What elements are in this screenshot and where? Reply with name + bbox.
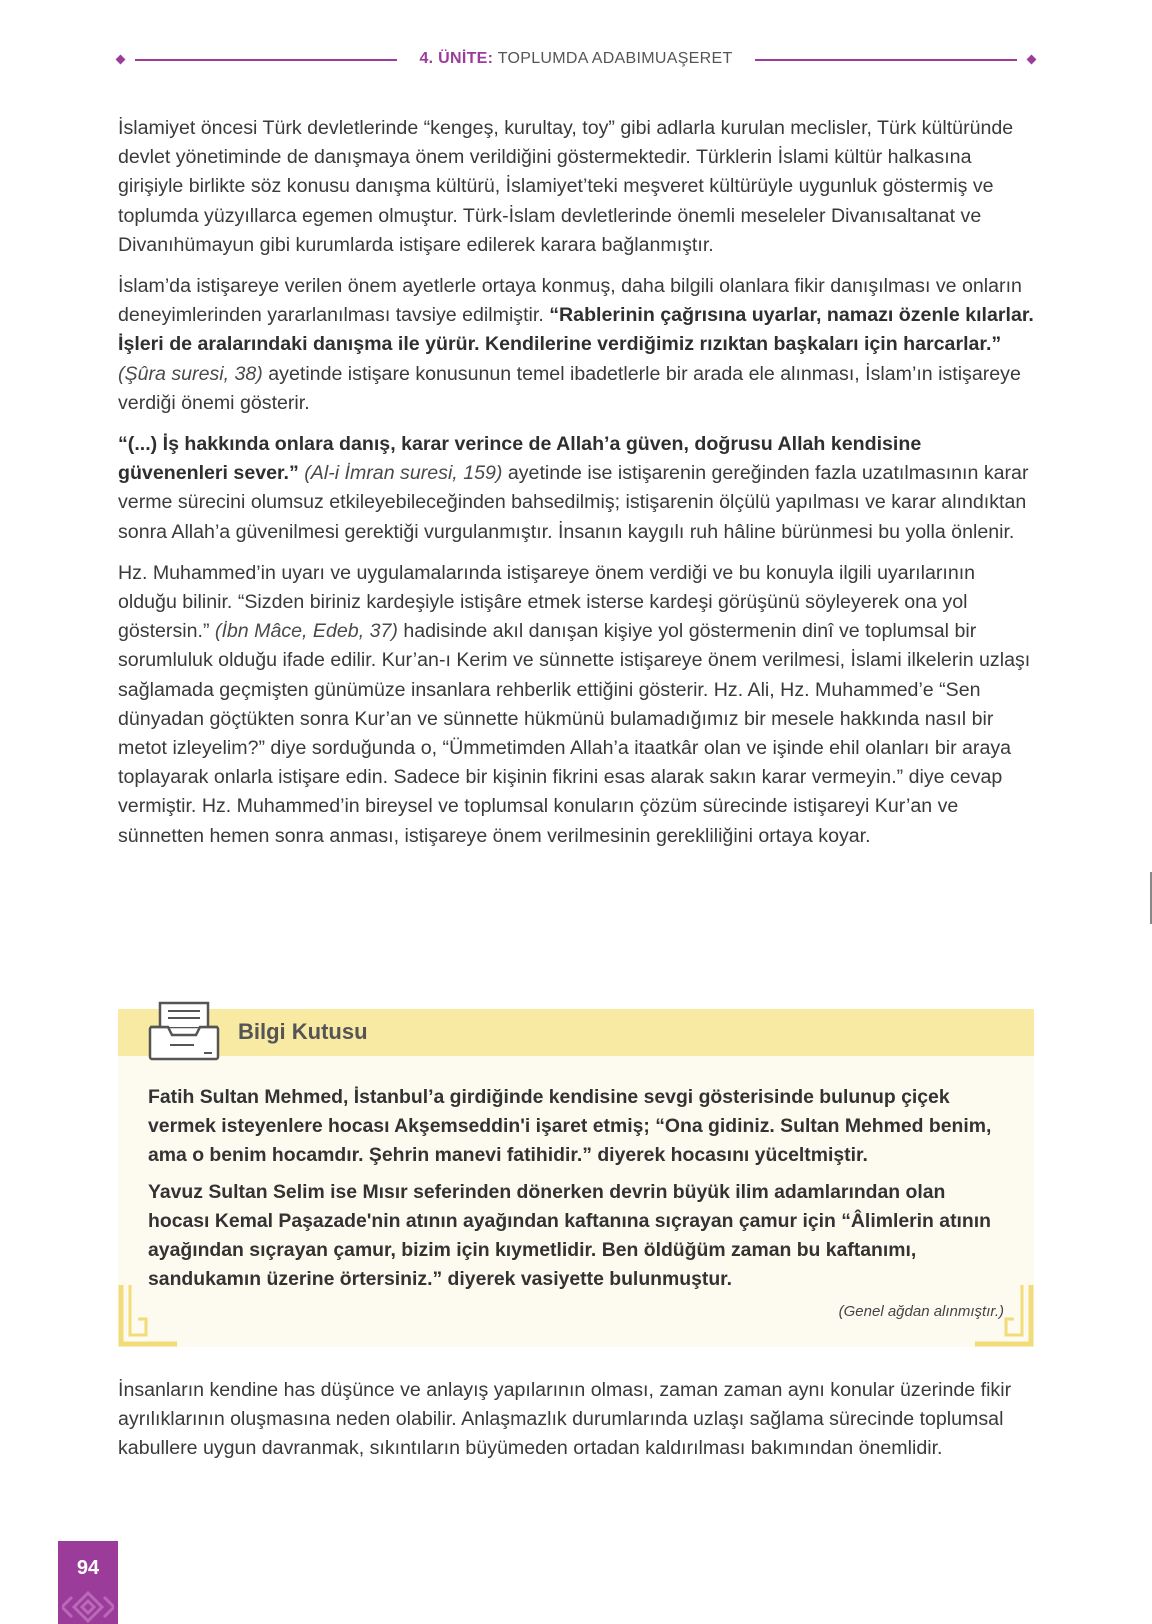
info-paragraph-1: Fatih Sultan Mehmed, İstanbul’a girdiğinde kendisine sevgi gösterisinde bulunup çiçek vermek isteyenlere hocası Akşemseddin'i işaret etmiş; “Ona gidiniz. Sultan Mehmed benim, ama o benim hocamdır. Şehrin manevi fatihidir.” diyerek hocasını yüceltmiştir. xyxy=(148,1086,992,1166)
hadis-reference: (İbn Mâce, Edeb, 37) xyxy=(214,620,398,643)
ayet-reference: (Al-i İmran suresi, 159) xyxy=(298,462,503,485)
corner-ornament-icon xyxy=(972,1285,1034,1347)
unit-label: 4. ÜNİTE: xyxy=(419,50,494,67)
ayet-reference: (Şûra suresi, 38) xyxy=(118,362,263,385)
paragraph-3-tail: ayetinde ise istişarenin gereğinden fazla uzatılmasının karar verme sürecini olumsuz etkileyebileceğinden bahsedilmiş; istişarenin ölçülü yapılması ve karar alındıktan sonra Allah’a güvenilmesi gerektiği vurgulanmıştır. İnsanın kaygılı ruh hâline bürünmesi bu yolla önlenir. xyxy=(118,462,1029,543)
paragraph-5: İnsanların kendine has düşünce ve anlayış yapılarının olması, zaman zaman aynı konular üzerinde fikir ayrılıklarının oluşmasına neden olabilir. Anlaşmazlık durumlarında uzlaşı sağlama sürecinde toplumsal kabullere uygun davranmak, sıkıntıların büyümeden ortadan kaldırılması bakımından önemlidir. xyxy=(118,1379,1012,1460)
info-paragraph-2: Yavuz Sultan Selim ise Mısır seferinden dönerken devrin büyük ilim adamlarından olan hocası Kemal Paşazade'nin atının ayağından kaftanına sıçrayan çamur için “Âlimlerin atının ayağından sıçrayan çamur, bizim için kıymetlidir. Ben öldüğüm zaman bu kaftanımı, sandukamın üzerine örtersiniz.” diyerek vasiyette bulunmuştur. xyxy=(148,1181,991,1290)
paragraph-2-tail: ayetinde istişare konusunun temel ibadetlerle bir arada ele alınması, İslam’ın istişareye verdiği önemi gösterir. xyxy=(118,362,1021,414)
inbox-tray-icon xyxy=(146,999,222,1063)
paragraph-1: İslamiyet öncesi Türk devletlerinde “kengeş, kurultay, toy” gibi adlarla kurulan meclisler, Türk kültüründe devlet yönetiminde de danışmaya önem verildiğini göstermektedir. Türklerin İslami kültür halkasına girişiyle birlikte söz konusu danışma kültürü, İslamiyet’teki meşveret kültürüyle uygunluk göstermiş ve toplumda yüzyıllarca egemen olmuştur. Türk-İslam devletlerinde önemli meseleler Divanısaltanat ve Divanıhümayun gibi kurumlarda istişare edilerek karara bağlanmıştır. xyxy=(118,117,1014,256)
ornament-icon xyxy=(62,1589,114,1624)
page-number: 94 xyxy=(76,1557,100,1579)
unit-title: TOPLUMDA ADABIMUAŞERET xyxy=(497,50,733,67)
paragraph-3 xyxy=(118,430,1036,547)
closing-text xyxy=(118,1376,1036,1476)
corner-ornament-icon xyxy=(118,1285,180,1347)
paragraph-2-text: İslam’da istişareye verilen önem ayetlerle ortaya konmuş, daha bilgili olanlara fikir danışılması ve onların deneyimlerinden yararlanılması tavsiye edilmiştir. xyxy=(118,275,1022,327)
ayet-quote: “Rablerinin çağrısına uyarlar, namazı özenle kılarlar. İşleri de aralarındaki danışma ile yürür. Kendilerine verdiğimiz rızıktan başkaları için harcarlar.” xyxy=(118,304,1034,356)
info-box-content xyxy=(148,1083,994,1302)
main-text xyxy=(118,114,1036,863)
paragraph-4-text: Hz. Muhammed’in uyarı ve uygulamalarında istişareye önem verdiği ve bu konuyla ilgili uyarılarının olduğu bilinir. “Sizden biriniz kardeşiyle istişâre etmek isterse kardeşi görüşünü söyleyerek ona yol göstersin.” xyxy=(118,561,976,643)
page-header xyxy=(117,50,1035,72)
paragraph-4-tail: hadisinde akıl danışan kişiye yol göstermenin dinî ve toplumsal bir sorumluluk olduğu ifade edilir. Kur’an-ı Kerim ve sünnette istişareye önem verilmesi, İslami ilkelerin uzlaşı sağlamada geçmişten günümüze insanlara rehberlik ettiğini gösterir. Hz. Ali, Hz. Muhammed’e “Sen dünyadan göçtükten sonra Kur’an ve sünnette hükmünü bulamadığımız bir mesele hakkında nasıl bir metot izleyelim?” diye sorduğunda o, “Ümmetimden Allah’a itaatkâr olan ve işinde ehil olanları bir araya toplayarak onlarla istişare edin. Sadece bir kişinin fikrini esas alarak sakın karar vermeyin.” diye cevap vermiştir. Hz. Muhammed’in bireysel ve toplumsal konuların çözüm sürecinde istişareyi Kur’an ve sünnetten hemen sonra anması, istişareye önem verilmesinin gerekliliğini ortaya koyar. xyxy=(118,620,1031,847)
ayet-quote: “(...) İş hakkında onlara danış, karar verince de Allah’a güven, doğrusu Allah kendisine güvenenleri sever.” xyxy=(118,433,922,485)
paragraph-4 xyxy=(118,559,1036,851)
info-box-source: (Genel ağdan alınmıştır.) xyxy=(838,1303,1004,1320)
page-number-tab xyxy=(58,1541,118,1624)
header-rule-right xyxy=(755,59,1017,61)
info-box-title: Bilgi Kutusu xyxy=(238,1019,368,1044)
info-box xyxy=(118,1009,1034,1347)
paragraph-2 xyxy=(118,272,1036,418)
